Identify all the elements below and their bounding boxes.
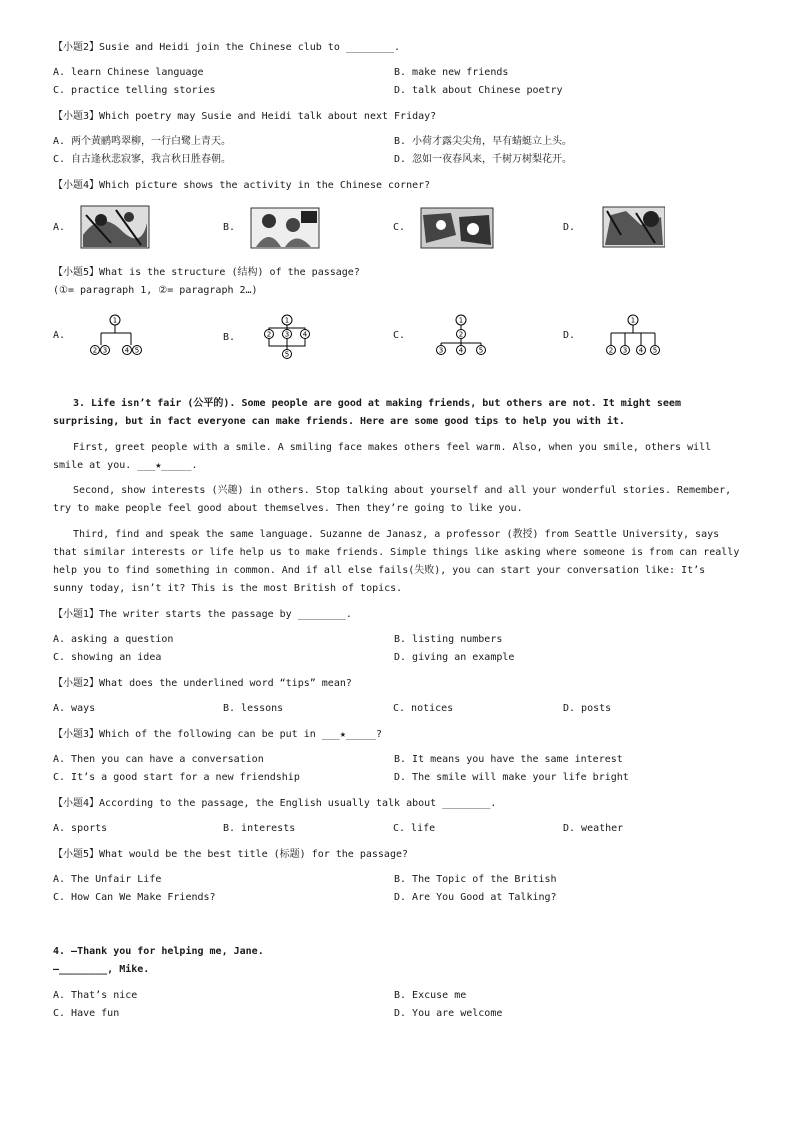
- option-c[interactable]: C. 自古逢秋悲寂寥，我言秋日胜春朝。: [53, 154, 232, 165]
- structure-option-a[interactable]: [53, 313, 161, 357]
- option-a[interactable]: A. sports: [53, 823, 108, 834]
- activity-picture-c: [411, 205, 495, 249]
- option-c[interactable]: C. It’s a good start for a new friendship: [53, 772, 300, 783]
- circle-label: 1: [284, 316, 290, 325]
- option-a[interactable]: A. The Unfair Life: [53, 874, 162, 885]
- structure-diagram-a: [71, 313, 161, 357]
- option-b[interactable]: B. 小荷才露尖尖角，早有蜻蜓立上头。: [394, 136, 573, 147]
- option-label: B.: [223, 221, 236, 233]
- option-label: C.: [393, 329, 406, 341]
- passage-intro: 3. Life isn’t fair (公平的). Some people are good at making friends, but others are not. It might seem: [73, 398, 681, 409]
- question-stem: 【小题3】Which of the following can be put in ___★_____?: [53, 729, 382, 740]
- option-a[interactable]: A. Then you can have a conversation: [53, 754, 264, 765]
- option-label: D.: [563, 221, 576, 233]
- structure-diagram-b: [241, 313, 331, 361]
- option-a[interactable]: A. learn Chinese language: [53, 67, 204, 78]
- circle-label: 1: [630, 316, 636, 325]
- circle-label: 1: [112, 316, 118, 325]
- option-c[interactable]: C. showing an idea: [53, 652, 162, 663]
- question-stem: 【小题5】What is the structure (结构) of the passage?: [53, 267, 360, 278]
- option-label: D.: [563, 329, 576, 341]
- circle-label: 3: [438, 346, 444, 355]
- activity-picture-b: [241, 205, 321, 249]
- option-b[interactable]: B. make new friends: [394, 67, 509, 78]
- passage-text: help you to find something in common. And if all else fails(失败), you can start your conversation like: It’s: [53, 565, 706, 576]
- option-label: C.: [393, 221, 406, 233]
- question-stem: 【小题4】Which picture shows the activity in the Chinese corner?: [53, 180, 431, 191]
- dialogue-line: 4. —Thank you for helping me, Jane.: [53, 946, 264, 957]
- dialogue-line: —________, Mike.: [53, 964, 150, 975]
- structure-diagram-c: [411, 313, 501, 357]
- option-b[interactable]: B. The Topic of the British: [394, 874, 557, 885]
- circle-label: 5: [652, 346, 658, 355]
- question-note: (①= paragraph 1, ②= paragraph 2…): [53, 285, 258, 296]
- option-b[interactable]: B. interests: [223, 823, 296, 834]
- option-label: B.: [223, 331, 236, 343]
- circle-label: 2: [458, 330, 464, 339]
- passage-text: First, greet people with a smile. A smiling face makes others feel warm. Also, when you smile, others will: [73, 442, 712, 453]
- picture-option-d[interactable]: [563, 205, 665, 249]
- option-d[interactable]: D. Are You Good at Talking?: [394, 892, 557, 903]
- option-c[interactable]: C. life: [393, 823, 436, 834]
- structure-option-c[interactable]: [393, 313, 501, 357]
- option-d[interactable]: D. The smile will make your life bright: [394, 772, 629, 783]
- option-d[interactable]: D. You are welcome: [394, 1008, 503, 1019]
- circle-label: 4: [458, 346, 464, 355]
- circle-label: 3: [622, 346, 628, 355]
- structure-option-d[interactable]: [563, 313, 671, 357]
- passage-text: smile at you. ___★_____.: [53, 460, 198, 471]
- circle-label: 2: [608, 346, 614, 355]
- option-c[interactable]: C. Have fun: [53, 1008, 120, 1019]
- passage-text: try to make people feel good about themselves. Then they’re going to like you.: [53, 503, 523, 514]
- picture-option-a[interactable]: [53, 205, 151, 249]
- option-d[interactable]: D. 忽如一夜春风来，千树万树梨花开。: [394, 154, 573, 165]
- question-stem: 【小题3】Which poetry may Susie and Heidi talk about next Friday?: [53, 111, 437, 122]
- structure-option-b[interactable]: [223, 313, 331, 361]
- option-b[interactable]: B. listing numbers: [394, 634, 503, 645]
- picture-option-b[interactable]: [223, 205, 321, 249]
- passage-text: Third, find and speak the same language. Suzanne de Janasz, a professor (教授) from Seattle University, says: [73, 529, 720, 540]
- passage-text: sunny today, isn’t it? This is the most British of topics.: [53, 583, 403, 594]
- question-stem: 【小题4】According to the passage, the English usually talk about ________.: [53, 798, 497, 809]
- circle-label: 4: [124, 346, 130, 355]
- activity-picture-d: [581, 205, 665, 249]
- question-stem: 【小题2】Susie and Heidi join the Chinese club to ________.: [53, 42, 401, 53]
- option-a[interactable]: A. That’s nice: [53, 990, 138, 1001]
- option-b[interactable]: B. Excuse me: [394, 990, 467, 1001]
- activity-picture-a: [71, 205, 151, 249]
- circle-label: 4: [302, 330, 308, 339]
- passage-text: that similar interests or life help us to make friends. Simple things like asking where someone is from can really: [53, 547, 740, 558]
- circle-label: 3: [284, 330, 290, 339]
- question-stem: 【小题5】What would be the best title (标题) for the passage?: [53, 849, 409, 860]
- option-b[interactable]: B. lessons: [223, 703, 284, 714]
- structure-diagram-d: [581, 313, 671, 357]
- picture-option-c[interactable]: [393, 205, 495, 249]
- option-label: A.: [53, 221, 66, 233]
- option-c[interactable]: C. notices: [393, 703, 454, 714]
- option-c[interactable]: C. How Can We Make Friends?: [53, 892, 216, 903]
- circle-label: 5: [284, 350, 290, 359]
- option-d[interactable]: D. talk about Chinese poetry: [394, 85, 563, 96]
- passage-text: Second, show interests (兴趣) in others. Stop talking about yourself and all your wonderful stories. Remember,: [73, 485, 732, 496]
- option-a[interactable]: A. ways: [53, 703, 96, 714]
- circle-label: 1: [458, 316, 464, 325]
- option-label: A.: [53, 329, 66, 341]
- passage-intro: surprising, but in fact everyone can make friends. Here are some good tips to help you with it.: [53, 416, 625, 427]
- option-c[interactable]: C. practice telling stories: [53, 85, 216, 96]
- circle-label: 2: [92, 346, 98, 355]
- option-a[interactable]: A. 两个黄鹂鸣翠柳，一行白鹭上青天。: [53, 136, 232, 147]
- option-d[interactable]: D. giving an example: [394, 652, 515, 663]
- circle-label: 4: [638, 346, 644, 355]
- option-d[interactable]: D. posts: [563, 703, 612, 714]
- option-b[interactable]: B. It means you have the same interest: [394, 754, 623, 765]
- circle-label: 5: [134, 346, 140, 355]
- circle-label: 5: [478, 346, 484, 355]
- question-stem: 【小题2】What does the underlined word “tips” mean?: [53, 678, 352, 689]
- circle-label: 3: [102, 346, 108, 355]
- option-a[interactable]: A. asking a question: [53, 634, 174, 645]
- circle-label: 2: [266, 330, 272, 339]
- option-d[interactable]: D. weather: [563, 823, 624, 834]
- question-stem: 【小题1】The writer starts the passage by ________.: [53, 609, 352, 620]
